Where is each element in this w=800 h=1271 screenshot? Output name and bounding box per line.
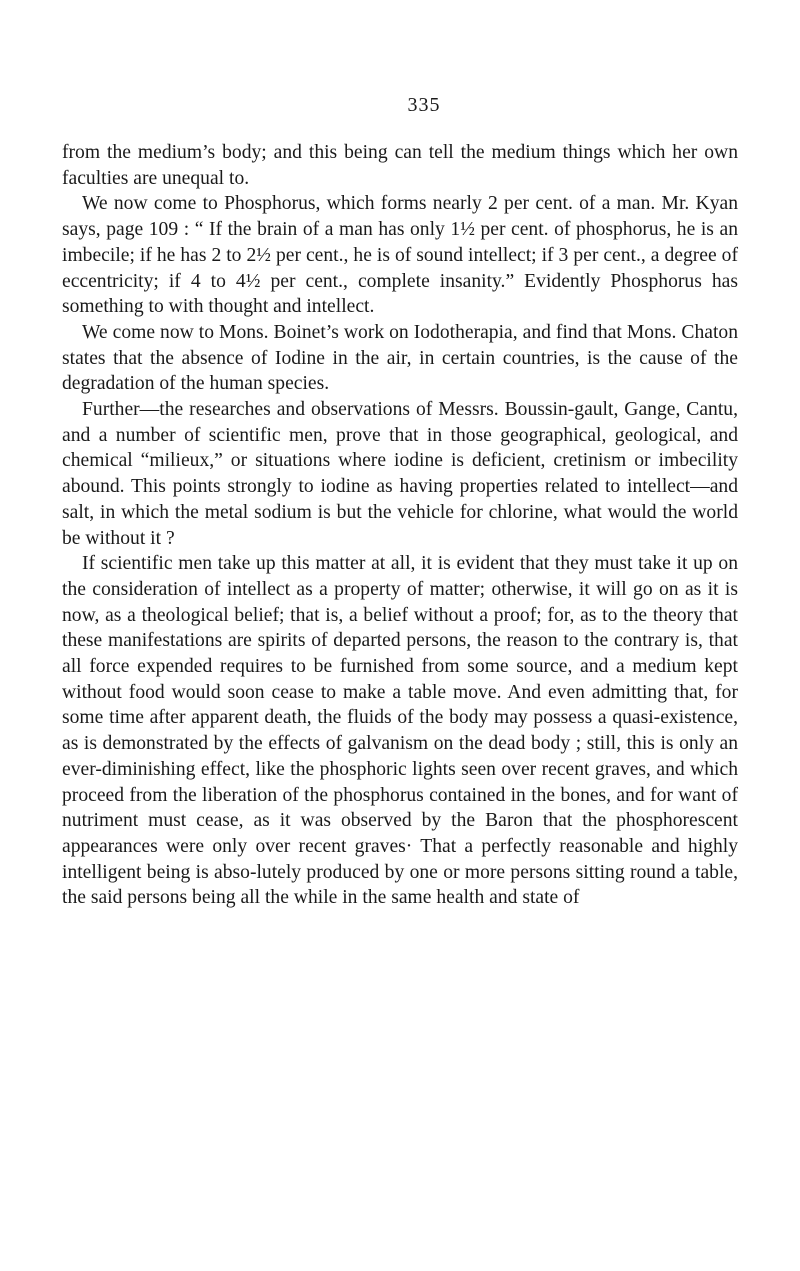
paragraph-phosphorus: We now come to Phosphorus, which forms nearly 2 per cent. of a man. Mr. Kyan says, page 109 : “ If the brain of a man has only 1½ per cent. of phosphorus, he is an imbecile; if he has 2 to 2½ per cent., he is of sound intellect; if 3 per cent., a degree of eccentricity; if 4 to 4½ per cent., complete insanity.” Evidently Phosphorus has something to with thought and intellect. [62,193,738,318]
paragraph-iodine: We come now to Mons. Boinet’s work on Iodotherapia, and find that Mons. Chaton states that the absence of Iodine in the air, in certain countries, is the cause of the degradation of the human species. [62,321,738,395]
paragraph-scientific-men: If scientific men take up this matter at all, it is evident that they must take it up on the consideration of intellect as a property of matter; otherwise, it will go on as it is now, as a theological belief; that is, a belief without a proof; for, as to the theory that these manifestations are spirits of departed persons, the reason to the contrary is, that all force expended requires to be furnished from some source, and a medium kept without food would soon cease to make a table move. And even admitting that, for some time after apparent death, the fluids of the body may possess a quasi-existence, as is demonstrated by the effects of galvanism on the dead body ; still, this is only an ever-diminishing effect, like the phosphoric lights seen over recent graves, and which proceed from the liberation of the phosphorus contained in the bones, and for want of nutriment must cease, as it was observed by the Baron that the phosphorescent appearances were only over recent graves· That a perfectly reasonable and highly intelligent being is abso-lutely produced by one or more persons sitting round a table, the said persons being all the while in the same health and state of [62,553,738,909]
paragraph-continuation: from the medium’s body; and this being can tell the medium things which her own faculties are unequal to. [62,142,738,189]
page-number [0,94,800,117]
page-number-text: 335 [407,94,441,116]
page-body [62,140,738,911]
paragraph-researches: Further—the researches and observations of Messrs. Boussin-gault, Gange, Cantu, and a number of scientific men, prove that in those geographical, geological, and chemical “milieux,” or situations where iodine is deficient, cretinism or imbecility abound. This points strongly to iodine as having properties related to intellect—and salt, in which the metal sodium is but the vehicle for chlorine, what would the world be without it ? [62,399,738,549]
